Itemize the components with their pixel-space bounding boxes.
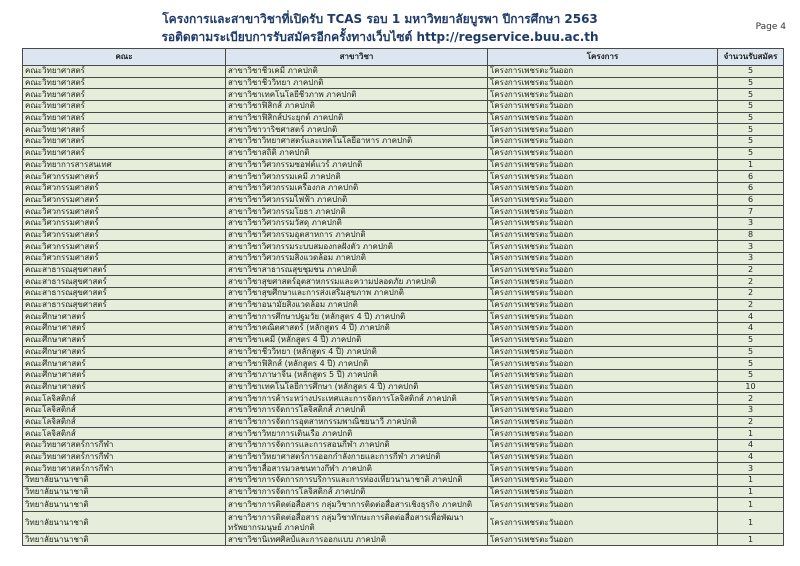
seats-cell: 4 bbox=[718, 451, 784, 463]
program-cell: โครงการเพชรตะวันออก bbox=[488, 440, 718, 452]
table-row bbox=[23, 182, 784, 194]
faculty-cell: คณะศึกษาศาสตร์ bbox=[23, 323, 226, 335]
faculty-cell: คณะศึกษาศาสตร์ bbox=[23, 369, 226, 381]
seats-cell: 8 bbox=[718, 229, 784, 241]
faculty-cell: วิทยาลัยนานาชาติ bbox=[23, 486, 226, 498]
faculty-cell: คณะศึกษาศาสตร์ bbox=[23, 346, 226, 358]
major-cell: สาขาวิชาวิศวกรรมวัสดุ ภาคปกติ bbox=[226, 217, 488, 229]
program-cell: โครงการเพชรตะวันออก bbox=[488, 451, 718, 463]
faculty-cell: คณะวิศวกรรมศาสตร์ bbox=[23, 217, 226, 229]
program-cell: โครงการเพชรตะวันออก bbox=[488, 486, 718, 498]
faculty-cell: คณะวิทยาศาสตร์การกีฬา bbox=[23, 440, 226, 452]
faculty-cell: คณะวิศวกรรมศาสตร์ bbox=[23, 229, 226, 241]
table-row bbox=[23, 534, 784, 546]
table-row bbox=[23, 512, 784, 534]
faculty-cell: วิทยาลัยนานาชาติ bbox=[23, 534, 226, 546]
program-cell: โครงการเพชรตะวันออก bbox=[488, 112, 718, 124]
faculty-cell: คณะวิทยาศาสตร์ bbox=[23, 66, 226, 78]
seats-cell: 2 bbox=[718, 288, 784, 300]
seats-cell: 2 bbox=[718, 264, 784, 276]
major-cell: สาขาวิชาเทคโนโลยีชีวภาพ ภาคปกติ bbox=[226, 89, 488, 101]
program-cell: โครงการเพชรตะวันออก bbox=[488, 241, 718, 253]
program-cell: โครงการเพชรตะวันออก bbox=[488, 206, 718, 218]
major-cell: สาขาวิชาวิศวกรรมเครื่องกล ภาคปกติ bbox=[226, 182, 488, 194]
faculty-cell: คณะโลจิสติกส์ bbox=[23, 393, 226, 405]
seats-cell: 10 bbox=[718, 381, 784, 393]
seats-cell: 3 bbox=[718, 253, 784, 265]
seats-cell: 5 bbox=[718, 334, 784, 346]
table-row bbox=[23, 77, 784, 89]
faculty-cell: คณะวิทยาศาสตร์การกีฬา bbox=[23, 463, 226, 475]
table-header-row bbox=[23, 49, 784, 66]
program-cell: โครงการเพชรตะวันออก bbox=[488, 264, 718, 276]
table-row bbox=[23, 440, 784, 452]
program-cell: โครงการเพชรตะวันออก bbox=[488, 381, 718, 393]
table-row bbox=[23, 159, 784, 171]
major-cell: สาขาวิชาภาษาจีน (หลักสูตร 5 ปี) ภาคปกติ bbox=[226, 369, 488, 381]
faculty-cell: คณะวิศวกรรมศาสตร์ bbox=[23, 253, 226, 265]
program-cell: โครงการเพชรตะวันออก bbox=[488, 124, 718, 136]
major-cell: สาขาวิชาชีววิทยา (หลักสูตร 4 ปี) ภาคปกติ bbox=[226, 346, 488, 358]
major-cell: สาขาวิชาวิศวกรรมเคมี ภาคปกติ bbox=[226, 171, 488, 183]
program-cell: โครงการเพชรตะวันออก bbox=[488, 404, 718, 416]
faculty-cell: คณะวิศวกรรมศาสตร์ bbox=[23, 241, 226, 253]
program-cell: โครงการเพชรตะวันออก bbox=[488, 159, 718, 171]
table-row bbox=[23, 264, 784, 276]
seats-cell: 5 bbox=[718, 101, 784, 113]
program-cell: โครงการเพชรตะวันออก bbox=[488, 77, 718, 89]
page-number: Page 4 bbox=[755, 22, 786, 32]
table-row bbox=[23, 323, 784, 335]
table-row bbox=[23, 475, 784, 487]
seats-cell: 3 bbox=[718, 217, 784, 229]
major-cell: สาขาวิชาการติดต่อสื่อสาร กลุ่มวิชาทักษะการติดต่อสื่อสารเพื่อพัฒนาทรัพยากรมนุษย์ ภาคปกติ bbox=[226, 512, 488, 534]
faculty-cell: คณะโลจิสติกส์ bbox=[23, 404, 226, 416]
seats-cell: 1 bbox=[718, 428, 784, 440]
table-row bbox=[23, 101, 784, 113]
faculty-cell: วิทยาลัยนานาชาติ bbox=[23, 498, 226, 512]
table-row bbox=[23, 147, 784, 159]
program-cell: โครงการเพชรตะวันออก bbox=[488, 136, 718, 148]
seats-cell: 3 bbox=[718, 404, 784, 416]
seats-cell: 5 bbox=[718, 89, 784, 101]
table-row bbox=[23, 486, 784, 498]
program-cell: โครงการเพชรตะวันออก bbox=[488, 182, 718, 194]
faculty-cell: คณะวิทยาศาสตร์ bbox=[23, 89, 226, 101]
major-cell: สาขาวิชาชีวเคมี ภาคปกติ bbox=[226, 66, 488, 78]
program-cell: โครงการเพชรตะวันออก bbox=[488, 311, 718, 323]
faculty-cell: คณะโลจิสติกส์ bbox=[23, 428, 226, 440]
program-cell: โครงการเพชรตะวันออก bbox=[488, 147, 718, 159]
major-cell: สาขาวิชาการจัดการอุตสาหกรรมพาณิชยนาวี ภาคปกติ bbox=[226, 416, 488, 428]
table-row bbox=[23, 463, 784, 475]
table-row bbox=[23, 451, 784, 463]
major-cell: สาขาวิชาคณิตศาสตร์ (หลักสูตร 4 ปี) ภาคปกติ bbox=[226, 323, 488, 335]
faculty-cell: คณะวิทยาการสารสนเทศ bbox=[23, 159, 226, 171]
table-row bbox=[23, 124, 784, 136]
program-cell: โครงการเพชรตะวันออก bbox=[488, 358, 718, 370]
major-cell: สาขาวิชาเคมี (หลักสูตร 4 ปี) ภาคปกติ bbox=[226, 334, 488, 346]
programs-table bbox=[22, 48, 784, 546]
faculty-cell: คณะวิศวกรรมศาสตร์ bbox=[23, 171, 226, 183]
program-cell: โครงการเพชรตะวันออก bbox=[488, 416, 718, 428]
seats-cell: 3 bbox=[718, 241, 784, 253]
faculty-cell: คณะศึกษาศาสตร์ bbox=[23, 381, 226, 393]
table-row bbox=[23, 498, 784, 512]
seats-cell: 5 bbox=[718, 346, 784, 358]
faculty-cell: คณะวิศวกรรมศาสตร์ bbox=[23, 182, 226, 194]
faculty-cell: คณะวิทยาศาสตร์การกีฬา bbox=[23, 451, 226, 463]
table-row bbox=[23, 276, 784, 288]
table-row bbox=[23, 241, 784, 253]
seats-cell: 5 bbox=[718, 358, 784, 370]
table-row bbox=[23, 381, 784, 393]
seats-cell: 2 bbox=[718, 299, 784, 311]
faculty-cell: คณะวิศวกรรมศาสตร์ bbox=[23, 206, 226, 218]
seats-cell: 6 bbox=[718, 171, 784, 183]
seats-cell: 1 bbox=[718, 486, 784, 498]
table-row bbox=[23, 229, 784, 241]
major-cell: สาขาวิชาวิทยาศาสตร์และเทคโนโลยีอาหาร ภาคปกติ bbox=[226, 136, 488, 148]
faculty-cell: วิทยาลัยนานาชาติ bbox=[23, 512, 226, 534]
table-row bbox=[23, 136, 784, 148]
major-cell: สาขาวิชาสถิติ ภาคปกติ bbox=[226, 147, 488, 159]
table-row bbox=[23, 334, 784, 346]
major-cell: สาขาวิชาวิศวกรรมซอฟต์แวร์ ภาคปกติ bbox=[226, 159, 488, 171]
seats-cell: 4 bbox=[718, 440, 784, 452]
table-row bbox=[23, 299, 784, 311]
program-cell: โครงการเพชรตะวันออก bbox=[488, 66, 718, 78]
document-title: โครงการและสาขาวิชาที่เปิดรับ TCAS รอบ 1 มหาวิทยาลัยบูรพา ปีการศึกษา 2563 bbox=[162, 12, 598, 26]
program-cell: โครงการเพชรตะวันออก bbox=[488, 194, 718, 206]
major-cell: สาขาวิชาวาริชศาสตร์ ภาคปกติ bbox=[226, 124, 488, 136]
program-cell: โครงการเพชรตะวันออก bbox=[488, 229, 718, 241]
program-cell: โครงการเพชรตะวันออก bbox=[488, 253, 718, 265]
seats-cell: 5 bbox=[718, 147, 784, 159]
major-cell: สาขาวิชาวิทยาการเดินเรือ ภาคปกติ bbox=[226, 428, 488, 440]
program-cell: โครงการเพชรตะวันออก bbox=[488, 463, 718, 475]
seats-cell: 2 bbox=[718, 276, 784, 288]
faculty-cell: คณะศึกษาศาสตร์ bbox=[23, 358, 226, 370]
faculty-cell: วิทยาลัยนานาชาติ bbox=[23, 475, 226, 487]
major-cell: สาขาวิชาวิศวกรรมอุตสาหการ ภาคปกติ bbox=[226, 229, 488, 241]
table-row bbox=[23, 393, 784, 405]
major-cell: สาขาวิชาวิทยาศาสตร์การออกกำลังกายและการกีฬา ภาคปกติ bbox=[226, 451, 488, 463]
faculty-cell: คณะวิทยาศาสตร์ bbox=[23, 101, 226, 113]
faculty-cell: คณะสาธารณสุขศาสตร์ bbox=[23, 264, 226, 276]
major-cell: สาขาวิชาฟิสิกส์ ภาคปกติ bbox=[226, 101, 488, 113]
major-cell: สาขาวิชาการศึกษาปฐมวัย (หลักสูตร 4 ปี) ภาคปกติ bbox=[226, 311, 488, 323]
seats-cell: 7 bbox=[718, 206, 784, 218]
table-row bbox=[23, 89, 784, 101]
seats-cell: 4 bbox=[718, 311, 784, 323]
seats-cell: 5 bbox=[718, 77, 784, 89]
faculty-cell: คณะวิทยาศาสตร์ bbox=[23, 147, 226, 159]
program-cell: โครงการเพชรตะวันออก bbox=[488, 299, 718, 311]
major-cell: สาขาวิชานิเทศศิลป์และการออกแบบ ภาคปกติ bbox=[226, 534, 488, 546]
major-cell: สาขาวิชาสุขศึกษาและการส่งเสริมสุขภาพ ภาคปกติ bbox=[226, 288, 488, 300]
major-cell: สาขาวิชาสาธารณสุขชุมชน ภาคปกติ bbox=[226, 264, 488, 276]
major-cell: สาขาวิชาวิศวกรรมไฟฟ้า ภาคปกติ bbox=[226, 194, 488, 206]
seats-cell: 4 bbox=[718, 323, 784, 335]
table-row bbox=[23, 217, 784, 229]
table-row bbox=[23, 428, 784, 440]
seats-cell: 5 bbox=[718, 369, 784, 381]
major-cell: สาขาวิชาการจัดการโลจิสติกส์ ภาคปกติ bbox=[226, 404, 488, 416]
seats-cell: 1 bbox=[718, 498, 784, 512]
table-row bbox=[23, 206, 784, 218]
table-row bbox=[23, 253, 784, 265]
seats-cell: 5 bbox=[718, 66, 784, 78]
major-cell: สาขาวิชาการจัดการและการสอนกีฬา ภาคปกติ bbox=[226, 440, 488, 452]
table-row bbox=[23, 112, 784, 124]
major-cell: สาขาวิชาฟิสิกส์ (หลักสูตร 4 ปี) ภาคปกติ bbox=[226, 358, 488, 370]
program-cell: โครงการเพชรตะวันออก bbox=[488, 334, 718, 346]
program-cell: โครงการเพชรตะวันออก bbox=[488, 428, 718, 440]
column-header-program: โครงการ bbox=[488, 49, 718, 66]
faculty-cell: คณะศึกษาศาสตร์ bbox=[23, 334, 226, 346]
seats-cell: 5 bbox=[718, 124, 784, 136]
major-cell: สาขาวิชาชีววิทยา ภาคปกติ bbox=[226, 77, 488, 89]
major-cell: สาขาวิชาการค้าระหว่างประเทศและการจัดการโลจิสติกส์ ภาคปกติ bbox=[226, 393, 488, 405]
table-row bbox=[23, 346, 784, 358]
major-cell: สาขาวิชาอนามัยสิ่งแวดล้อม ภาคปกติ bbox=[226, 299, 488, 311]
major-cell: สาขาวิชาการจัดการโลจิสติกส์ ภาคปกติ bbox=[226, 486, 488, 498]
program-cell: โครงการเพชรตะวันออก bbox=[488, 89, 718, 101]
seats-cell: 2 bbox=[718, 393, 784, 405]
program-cell: โครงการเพชรตะวันออก bbox=[488, 498, 718, 512]
faculty-cell: คณะวิทยาศาสตร์ bbox=[23, 112, 226, 124]
faculty-cell: คณะวิศวกรรมศาสตร์ bbox=[23, 194, 226, 206]
program-cell: โครงการเพชรตะวันออก bbox=[488, 288, 718, 300]
table-row bbox=[23, 416, 784, 428]
faculty-cell: คณะโลจิสติกส์ bbox=[23, 416, 226, 428]
column-header-major: สาขาวิชา bbox=[226, 49, 488, 66]
major-cell: สาขาวิชาสุขศาสตร์อุตสาหกรรมและความปลอดภัย ภาคปกติ bbox=[226, 276, 488, 288]
faculty-cell: คณะวิทยาศาสตร์ bbox=[23, 136, 226, 148]
faculty-cell: คณะสาธารณสุขศาสตร์ bbox=[23, 299, 226, 311]
table-row bbox=[23, 66, 784, 78]
table-row bbox=[23, 288, 784, 300]
program-cell: โครงการเพชรตะวันออก bbox=[488, 475, 718, 487]
major-cell: สาขาวิชาสื่อสารมวลชนทางกีฬา ภาคปกติ bbox=[226, 463, 488, 475]
program-cell: โครงการเพชรตะวันออก bbox=[488, 369, 718, 381]
major-cell: สาขาวิชาการจัดการการบริการและการท่องเที่ยวนานาชาติ ภาคปกติ bbox=[226, 475, 488, 487]
major-cell: สาขาวิชาการติดต่อสื่อสาร กลุ่มวิชาการติดต่อสื่อสารเชิงธุรกิจ ภาคปกติ bbox=[226, 498, 488, 512]
major-cell: สาขาวิชาเทคโนโลยีการศึกษา (หลักสูตร 4 ปี) ภาคปกติ bbox=[226, 381, 488, 393]
seats-cell: 5 bbox=[718, 136, 784, 148]
seats-cell: 1 bbox=[718, 159, 784, 171]
column-header-seats: จำนวนรับสมัคร bbox=[718, 49, 784, 66]
program-cell: โครงการเพชรตะวันออก bbox=[488, 393, 718, 405]
faculty-cell: คณะสาธารณสุขศาสตร์ bbox=[23, 276, 226, 288]
faculty-cell: คณะวิทยาศาสตร์ bbox=[23, 124, 226, 136]
document-subtitle: รอติดตามระเบียบการรับสมัครอีกครั้งทางเว็บไซต์ http://regservice.buu.ac.th bbox=[161, 30, 599, 44]
seats-cell: 1 bbox=[718, 534, 784, 546]
program-cell: โครงการเพชรตะวันออก bbox=[488, 534, 718, 546]
table-row bbox=[23, 194, 784, 206]
program-cell: โครงการเพชรตะวันออก bbox=[488, 346, 718, 358]
seats-cell: 2 bbox=[718, 416, 784, 428]
faculty-cell: คณะวิทยาศาสตร์ bbox=[23, 77, 226, 89]
program-cell: โครงการเพชรตะวันออก bbox=[488, 512, 718, 534]
major-cell: สาขาวิชาวิศวกรรมสิ่งแวดล้อม ภาคปกติ bbox=[226, 253, 488, 265]
seats-cell: 6 bbox=[718, 182, 784, 194]
program-cell: โครงการเพชรตะวันออก bbox=[488, 217, 718, 229]
table-row bbox=[23, 369, 784, 381]
program-cell: โครงการเพชรตะวันออก bbox=[488, 276, 718, 288]
table-row bbox=[23, 311, 784, 323]
major-cell: สาขาวิชาวิศวกรรมโยธา ภาคปกติ bbox=[226, 206, 488, 218]
table-row bbox=[23, 171, 784, 183]
program-cell: โครงการเพชรตะวันออก bbox=[488, 101, 718, 113]
seats-cell: 1 bbox=[718, 475, 784, 487]
table-row bbox=[23, 358, 784, 370]
seats-cell: 3 bbox=[718, 463, 784, 475]
seats-cell: 6 bbox=[718, 194, 784, 206]
table-row bbox=[23, 404, 784, 416]
faculty-cell: คณะสาธารณสุขศาสตร์ bbox=[23, 288, 226, 300]
program-cell: โครงการเพชรตะวันออก bbox=[488, 171, 718, 183]
program-cell: โครงการเพชรตะวันออก bbox=[488, 323, 718, 335]
major-cell: สาขาวิชาวิศวกรรมระบบสมองกลฝังตัว ภาคปกติ bbox=[226, 241, 488, 253]
column-header-faculty: คณะ bbox=[23, 49, 226, 66]
faculty-cell: คณะศึกษาศาสตร์ bbox=[23, 311, 226, 323]
seats-cell: 5 bbox=[718, 112, 784, 124]
major-cell: สาขาวิชาฟิสิกส์ประยุกต์ ภาคปกติ bbox=[226, 112, 488, 124]
seats-cell: 1 bbox=[718, 512, 784, 534]
